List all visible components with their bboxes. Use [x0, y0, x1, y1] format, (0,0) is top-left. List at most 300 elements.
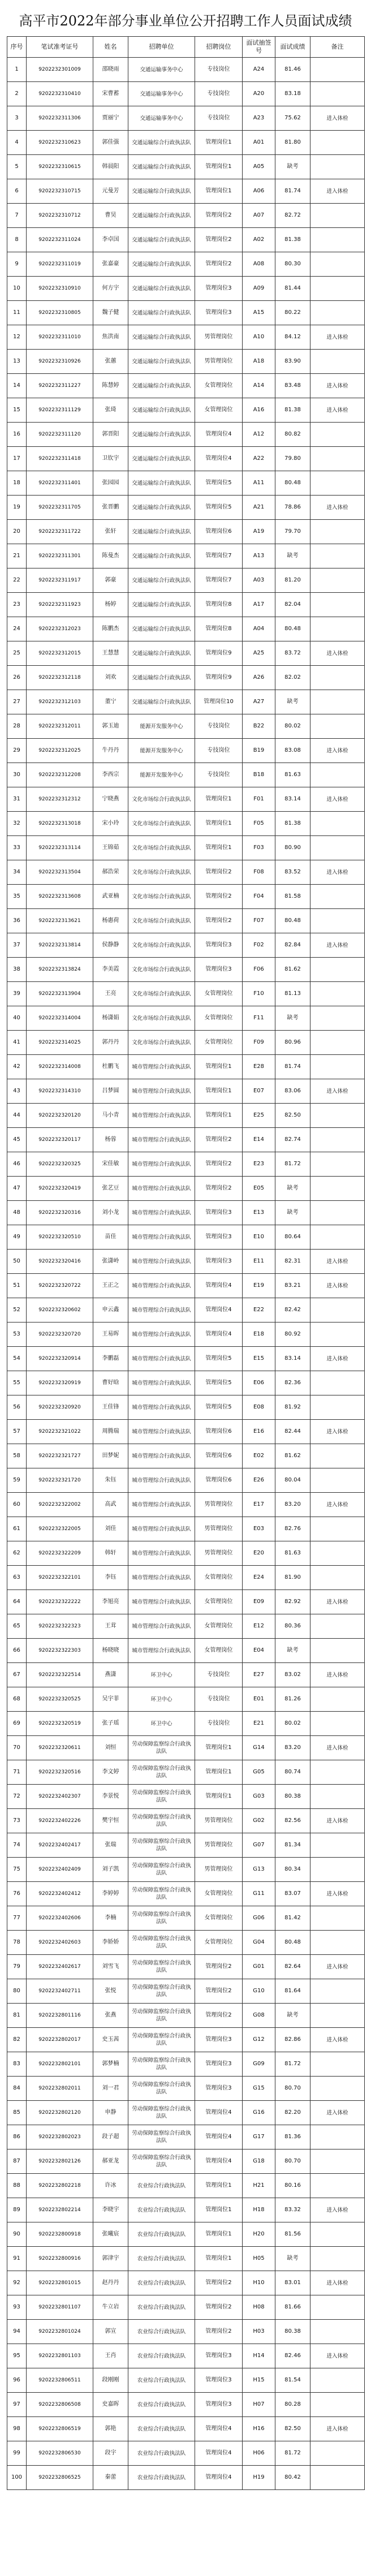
- cell-note: [310, 617, 365, 641]
- cell-note: [310, 836, 365, 860]
- table-row: [7, 787, 365, 812]
- cell-name: 吕梦圆: [93, 1079, 128, 1104]
- cell-exam-id: 9202232806525: [27, 2466, 93, 2490]
- cell-note: 进入体检: [310, 787, 365, 812]
- cell-score: 82.72: [275, 204, 310, 228]
- cell-unit: 文化市场综合行政执法队: [128, 982, 195, 1006]
- cell-exam-id: 9202232314025: [27, 1031, 93, 1055]
- cell-note: [310, 131, 365, 155]
- cell-lot: G15: [243, 2077, 275, 2101]
- cell-post: 管理岗位3: [195, 2028, 243, 2052]
- cell-unit: 城市管理综合行政执法队: [128, 1541, 195, 1566]
- cell-no: 46: [7, 1152, 27, 1177]
- cell-post: 女管理岗位: [195, 1006, 243, 1031]
- cell-unit: 能源开发服务中心: [128, 714, 195, 739]
- cell-no: 92: [7, 2271, 27, 2295]
- cell-unit: 农业综合行政执法队: [128, 2344, 195, 2368]
- cell-name: 曹昊: [93, 204, 128, 228]
- cell-lot: G10: [243, 1979, 275, 2004]
- table-row: [7, 1420, 365, 1444]
- cell-no: 13: [7, 350, 27, 374]
- cell-no: 59: [7, 1468, 27, 1493]
- cell-unit: 城市管理综合行政执法队: [128, 1055, 195, 1079]
- table-row: [7, 763, 365, 787]
- cell-name: 武亚楠: [93, 885, 128, 909]
- cell-exam-id: 9202232802126: [27, 2149, 93, 2174]
- cell-exam-id: 9202232311418: [27, 447, 93, 471]
- table-row: [7, 1201, 365, 1225]
- cell-exam-id: 9202232800918: [27, 2222, 93, 2247]
- cell-note: [310, 2441, 365, 2466]
- cell-name: 王亮: [93, 982, 128, 1006]
- cell-no: 37: [7, 933, 27, 958]
- cell-unit: 劳动保障监察综合行政执法队: [128, 2101, 195, 2125]
- cell-name: 王茸: [93, 1614, 128, 1639]
- header-cell-note: 备注: [310, 37, 365, 58]
- cell-name: 张潇岭: [93, 1250, 128, 1274]
- cell-exam-id: 9202232802101: [27, 2052, 93, 2077]
- cell-name: 郭丹丹: [93, 1031, 128, 1055]
- cell-name: 周腾瑞: [93, 1420, 128, 1444]
- cell-lot: F08: [243, 860, 275, 885]
- cell-score: 82.84: [275, 933, 310, 958]
- table-row: [7, 1177, 365, 1201]
- header-cell-lot: 面试抽签号: [243, 37, 275, 58]
- cell-post: 管理岗位4: [195, 2101, 243, 2125]
- cell-score: 缺考: [275, 2247, 310, 2271]
- cell-lot: A12: [243, 423, 275, 447]
- cell-unit: 文化市场综合行政执法队: [128, 1006, 195, 1031]
- table-row: [7, 2077, 365, 2101]
- cell-name: 李晓宇: [93, 2198, 128, 2222]
- cell-score: 81.72: [275, 2052, 310, 2077]
- cell-post: 管理岗位6: [195, 1420, 243, 1444]
- table-row: [7, 155, 365, 179]
- cell-lot: E05: [243, 1177, 275, 1201]
- cell-unit: 文化市场综合行政执法队: [128, 1031, 195, 1055]
- cell-unit: 交通运输综合行政执法队: [128, 350, 195, 374]
- cell-no: 66: [7, 1639, 27, 1663]
- table-row: [7, 1517, 365, 1541]
- cell-name: 邵晓雨: [93, 58, 128, 82]
- cell-unit: 农业综合行政执法队: [128, 2393, 195, 2417]
- cell-exam-id: 9202232311923: [27, 593, 93, 617]
- cell-no: 77: [7, 1906, 27, 1931]
- cell-note: 进入体检: [310, 2344, 365, 2368]
- cell-name: 刘一君: [93, 2077, 128, 2101]
- cell-name: 马小青: [93, 1104, 128, 1128]
- cell-note: [310, 1614, 365, 1639]
- table-row: [7, 1079, 365, 1104]
- table-row: [7, 2344, 365, 2368]
- cell-unit: 劳动保障监察综合行政执法队: [128, 2004, 195, 2028]
- cell-no: 93: [7, 2295, 27, 2320]
- cell-note: 进入体检: [310, 2417, 365, 2441]
- cell-score: 79.70: [275, 520, 310, 544]
- cell-no: 73: [7, 1809, 27, 1833]
- cell-score: 81.80: [275, 131, 310, 155]
- cell-lot: F09: [243, 1031, 275, 1055]
- cell-lot: F01: [243, 787, 275, 812]
- cell-score: 82.50: [275, 2417, 310, 2441]
- cell-score: 82.02: [275, 666, 310, 690]
- cell-note: 进入体检: [310, 496, 365, 520]
- cell-score: 80.30: [275, 252, 310, 277]
- cell-lot: A14: [243, 374, 275, 398]
- cell-note: [310, 1323, 365, 1347]
- cell-exam-id: 9202232322303: [27, 1639, 93, 1663]
- cell-score: 80.22: [275, 301, 310, 325]
- cell-name: 韩轩: [93, 1541, 128, 1566]
- table-row: [7, 1371, 365, 1395]
- cell-unit: 劳动保障监察综合行政执法队: [128, 1906, 195, 1931]
- cell-exam-id: 9202232310410: [27, 82, 93, 106]
- cell-score: 缺考: [275, 155, 310, 179]
- cell-no: 95: [7, 2344, 27, 2368]
- cell-post: 管理岗位6: [195, 1444, 243, 1468]
- cell-no: 38: [7, 958, 27, 982]
- cell-post: 管理岗位4: [195, 1274, 243, 1298]
- cell-no: 36: [7, 909, 27, 933]
- cell-lot: F10: [243, 982, 275, 1006]
- cell-score: 82.50: [275, 1104, 310, 1128]
- cell-name: 史玉茜: [93, 2028, 128, 2052]
- cell-no: 82: [7, 2028, 27, 2052]
- cell-post: 管理岗位5: [195, 1371, 243, 1395]
- cell-name: 李美霞: [93, 958, 128, 982]
- cell-score: 82.64: [275, 1955, 310, 1979]
- cell-score: 83.07: [275, 1882, 310, 1906]
- cell-lot: E09: [243, 1590, 275, 1614]
- cell-name: 刘小龙: [93, 1201, 128, 1225]
- cell-exam-id: 9202232802218: [27, 2174, 93, 2198]
- cell-score: 83.32: [275, 2198, 310, 2222]
- cell-post: 管理岗位3: [195, 1250, 243, 1274]
- cell-no: 3: [7, 106, 27, 131]
- cell-note: 进入体检: [310, 2271, 365, 2295]
- cell-score: 82.86: [275, 2028, 310, 2052]
- cell-unit: 交通运输综合行政执法队: [128, 666, 195, 690]
- cell-score: 80.74: [275, 1760, 310, 1785]
- cell-exam-id: 9202232402617: [27, 1955, 93, 1979]
- cell-name: 李鹏磊: [93, 1347, 128, 1371]
- cell-exam-id: 9202232402226: [27, 1809, 93, 1833]
- cell-exam-id: 9202232402606: [27, 1906, 93, 1931]
- table-row: [7, 1906, 365, 1931]
- cell-lot: B18: [243, 763, 275, 787]
- cell-score: 缺考: [275, 544, 310, 568]
- cell-name: 董宁: [93, 690, 128, 714]
- table-row: [7, 666, 365, 690]
- cell-unit: 交通运输综合行政执法队: [128, 155, 195, 179]
- cell-note: [310, 1444, 365, 1468]
- cell-lot: E20: [243, 1541, 275, 1566]
- cell-no: 60: [7, 1493, 27, 1517]
- cell-exam-id: 9202232313608: [27, 885, 93, 909]
- cell-note: [310, 2149, 365, 2174]
- cell-name: 杨惠荷: [93, 909, 128, 933]
- cell-note: [310, 350, 365, 374]
- cell-no: 79: [7, 1955, 27, 1979]
- table-row: [7, 1225, 365, 1250]
- page-title: 高平市2022年部分事业单位公开招聘工作人员面试成绩: [19, 13, 352, 29]
- cell-score: 80.48: [275, 617, 310, 641]
- cell-no: 22: [7, 568, 27, 593]
- cell-unit: 交通运输综合行政执法队: [128, 398, 195, 423]
- cell-name: 郭佳强: [93, 131, 128, 155]
- cell-name: 杨潇娟: [93, 1006, 128, 1031]
- cell-score: 缺考: [275, 1006, 310, 1031]
- cell-name: 杨晓晓: [93, 1639, 128, 1663]
- cell-unit: 农业综合行政执法队: [128, 2368, 195, 2393]
- cell-post: 专技岗位: [195, 714, 243, 739]
- cell-unit: 文化市场综合行政执法队: [128, 836, 195, 860]
- table-row: [7, 2295, 365, 2320]
- cell-lot: F02: [243, 933, 275, 958]
- cell-exam-id: 9202232312015: [27, 641, 93, 666]
- cell-lot: E17: [243, 1493, 275, 1517]
- cell-name: 李景悦: [93, 1785, 128, 1809]
- cell-post: 管理岗位1: [195, 812, 243, 836]
- table-row: [7, 228, 365, 252]
- cell-name: 何方宇: [93, 277, 128, 301]
- cell-note: [310, 2125, 365, 2149]
- cell-note: [310, 2004, 365, 2028]
- cell-unit: 劳动保障监察综合行政执法队: [128, 2125, 195, 2149]
- cell-post: 管理岗位3: [195, 2393, 243, 2417]
- cell-unit: 城市管理综合行政执法队: [128, 1104, 195, 1128]
- cell-no: 69: [7, 1712, 27, 1736]
- cell-name: 郭宣: [93, 2320, 128, 2344]
- cell-lot: H16: [243, 2417, 275, 2441]
- cell-score: 缺考: [275, 690, 310, 714]
- cell-name: 郝亚龙: [93, 2149, 128, 2174]
- cell-unit: 城市管理综合行政执法队: [128, 1079, 195, 1104]
- cell-post: 管理岗位4: [195, 2466, 243, 2490]
- cell-note: [310, 1785, 365, 1809]
- cell-unit: 交通运输综合行政执法队: [128, 496, 195, 520]
- cell-note: [310, 593, 365, 617]
- cell-unit: 文化市场综合行政执法队: [128, 933, 195, 958]
- cell-score: 81.63: [275, 1541, 310, 1566]
- cell-score: 83.14: [275, 1347, 310, 1371]
- cell-unit: 交通运输事务中心: [128, 58, 195, 82]
- cell-no: 58: [7, 1444, 27, 1468]
- cell-unit: 文化市场综合行政执法队: [128, 812, 195, 836]
- cell-exam-id: 9202232320120: [27, 1104, 93, 1128]
- cell-name: 郭晋阳: [93, 423, 128, 447]
- cell-name: 郭豪: [93, 568, 128, 593]
- cell-no: 4: [7, 131, 27, 155]
- cell-post: 管理岗位8: [195, 593, 243, 617]
- cell-score: 83.02: [275, 1663, 310, 1687]
- cell-lot: G11: [243, 1882, 275, 1906]
- cell-lot: A22: [243, 447, 275, 471]
- cell-exam-id: 9202232311019: [27, 252, 93, 277]
- cell-no: 74: [7, 1833, 27, 1858]
- cell-name: 侯静静: [93, 933, 128, 958]
- cell-no: 18: [7, 471, 27, 496]
- table-row: [7, 374, 365, 398]
- cell-unit: 交通运输综合行政执法队: [128, 690, 195, 714]
- cell-post: 管理岗位2: [195, 204, 243, 228]
- cell-no: 19: [7, 496, 27, 520]
- cell-no: 65: [7, 1614, 27, 1639]
- cell-note: 进入体检: [310, 374, 365, 398]
- cell-name: 刘雪飞: [93, 1955, 128, 1979]
- cell-note: [310, 1104, 365, 1128]
- cell-name: 张曦宸: [93, 2222, 128, 2247]
- table-row: [7, 1250, 365, 1274]
- cell-post: 管理岗位4: [195, 423, 243, 447]
- cell-score: 82.36: [275, 1371, 310, 1395]
- cell-post: 男管理岗位: [195, 1517, 243, 1541]
- cell-exam-id: 9202232313504: [27, 860, 93, 885]
- cell-name: 郝浩荣: [93, 860, 128, 885]
- cell-lot: G04: [243, 1931, 275, 1955]
- cell-score: 83.90: [275, 350, 310, 374]
- cell-lot: E15: [243, 1347, 275, 1371]
- cell-post: 男管理岗位: [195, 1809, 243, 1833]
- cell-post: 管理岗位7: [195, 544, 243, 568]
- cell-lot: A15: [243, 301, 275, 325]
- cell-unit: 交通运输综合行政执法队: [128, 277, 195, 301]
- cell-lot: G17: [243, 2125, 275, 2149]
- cell-name: 宋小玲: [93, 812, 128, 836]
- cell-score: 81.63: [275, 763, 310, 787]
- cell-no: 63: [7, 1566, 27, 1590]
- table-row: [7, 1444, 365, 1468]
- cell-note: [310, 2320, 365, 2344]
- cell-no: 61: [7, 1517, 27, 1541]
- table-row: [7, 1712, 365, 1736]
- table-row: [7, 131, 365, 155]
- cell-note: [310, 1152, 365, 1177]
- cell-post: 专技岗位: [195, 739, 243, 763]
- cell-exam-id: 9202232310910: [27, 277, 93, 301]
- cell-post: 管理岗位5: [195, 1347, 243, 1371]
- cell-note: [310, 301, 365, 325]
- cell-score: 81.56: [275, 2222, 310, 2247]
- cell-post: 管理岗位1: [195, 2198, 243, 2222]
- cell-unit: 能源开发服务中心: [128, 739, 195, 763]
- cell-note: [310, 1979, 365, 2004]
- cell-lot: G08: [243, 2004, 275, 2028]
- cell-post: 女管理岗位: [195, 374, 243, 398]
- cell-lot: E24: [243, 1566, 275, 1590]
- cell-no: 20: [7, 520, 27, 544]
- cell-no: 88: [7, 2174, 27, 2198]
- cell-post: 管理岗位1: [195, 2247, 243, 2271]
- cell-name: 张晋鹏: [93, 496, 128, 520]
- cell-unit: 交通运输综合行政执法队: [128, 228, 195, 252]
- cell-note: [310, 1639, 365, 1663]
- cell-post: 管理岗位4: [195, 2417, 243, 2441]
- cell-no: 49: [7, 1225, 27, 1250]
- cell-exam-id: 9202232801015: [27, 2271, 93, 2295]
- cell-no: 28: [7, 714, 27, 739]
- cell-score: 80.02: [275, 1712, 310, 1736]
- cell-no: 80: [7, 1979, 27, 2004]
- cell-score: 83.20: [275, 1493, 310, 1517]
- table-row: [7, 2198, 365, 2222]
- cell-post: 管理岗位2: [195, 1128, 243, 1152]
- cell-score: 81.44: [275, 277, 310, 301]
- cell-name: 韩晨阳: [93, 155, 128, 179]
- cell-post: 管理岗位3: [195, 277, 243, 301]
- header-cell-no: 序号: [7, 37, 27, 58]
- cell-post: 管理岗位3: [195, 2052, 243, 2077]
- cell-score: 83.06: [275, 1079, 310, 1104]
- table-row: [7, 1541, 365, 1566]
- cell-exam-id: 9202232310712: [27, 204, 93, 228]
- cell-exam-id: 9202232322209: [27, 1541, 93, 1566]
- cell-lot: H15: [243, 2368, 275, 2393]
- cell-note: 进入体检: [310, 641, 365, 666]
- cell-score: 缺考: [275, 1177, 310, 1201]
- cell-score: 80.38: [275, 1785, 310, 1809]
- cell-name: 宋曹蓄: [93, 82, 128, 106]
- table-row: [7, 2417, 365, 2441]
- cell-exam-id: 9202232312118: [27, 666, 93, 690]
- cell-post: 专技岗位: [195, 1687, 243, 1712]
- table-row: [7, 1955, 365, 1979]
- cell-unit: 劳动保障监察综合行政执法队: [128, 2028, 195, 2052]
- table-row: [7, 885, 365, 909]
- table-row: [7, 325, 365, 350]
- cell-unit: 城市管理综合行政执法队: [128, 1347, 195, 1371]
- table-row: [7, 1785, 365, 1809]
- cell-name: 李西宗: [93, 763, 128, 787]
- cell-name: 刘欢: [93, 666, 128, 690]
- cell-unit: 城市管理综合行政执法队: [128, 1225, 195, 1250]
- cell-name: 李卓国: [93, 228, 128, 252]
- cell-unit: 文化市场综合行政执法队: [128, 787, 195, 812]
- cell-name: 樊宇恒: [93, 1809, 128, 1833]
- cell-name: 苗佳: [93, 1225, 128, 1250]
- cell-exam-id: 9202232312025: [27, 739, 93, 763]
- cell-name: 杨蓉: [93, 1128, 128, 1152]
- cell-unit: 农业综合行政执法队: [128, 2295, 195, 2320]
- cell-score: 83.20: [275, 1736, 310, 1760]
- cell-exam-id: 9202232806519: [27, 2417, 93, 2441]
- cell-exam-id: 9202232314004: [27, 1006, 93, 1031]
- cell-unit: 交通运输综合行政执法队: [128, 423, 195, 447]
- cell-name: 刘恒: [93, 1736, 128, 1760]
- cell-note: 进入体检: [310, 1420, 365, 1444]
- cell-unit: 城市管理综合行政执法队: [128, 1371, 195, 1395]
- cell-score: 80.64: [275, 1225, 310, 1250]
- table-row: [7, 2393, 365, 2417]
- cell-score: 81.36: [275, 2125, 310, 2149]
- cell-exam-id: 9202232320525: [27, 1687, 93, 1712]
- cell-note: 进入体检: [310, 398, 365, 423]
- cell-note: 进入体检: [310, 2198, 365, 2222]
- cell-no: 98: [7, 2417, 27, 2441]
- cell-post: 专技岗位: [195, 1663, 243, 1687]
- cell-unit: 城市管理综合行政执法队: [128, 1468, 195, 1493]
- cell-score: 80.96: [275, 1031, 310, 1055]
- cell-exam-id: 9202232311301: [27, 544, 93, 568]
- cell-post: 管理岗位4: [195, 1323, 243, 1347]
- cell-no: 44: [7, 1104, 27, 1128]
- cell-score: 80.28: [275, 2393, 310, 2417]
- cell-name: 张瑞: [93, 1833, 128, 1858]
- cell-lot: A18: [243, 350, 275, 374]
- cell-lot: G18: [243, 2149, 275, 2174]
- cell-note: [310, 885, 365, 909]
- cell-post: 管理岗位3: [195, 2344, 243, 2368]
